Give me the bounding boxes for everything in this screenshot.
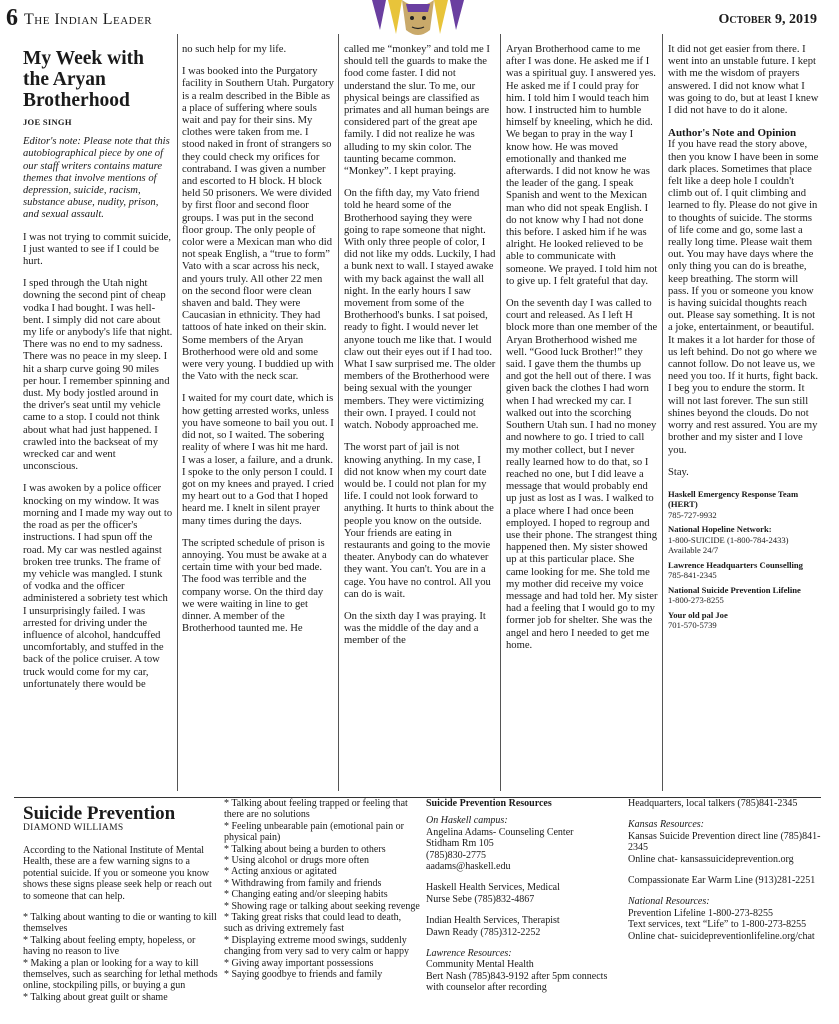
prevention-column-3 — [426, 798, 622, 1022]
column-divider — [662, 34, 663, 791]
resource-detail: 785-727-9932 — [668, 509, 717, 520]
section-title: Suicide Prevention — [23, 803, 176, 824]
resource-detail: Prevention Lifeline 1-800-273-8255 Text services, text “Life” to 1-800-273-8255 Online chat- suicidepreventionlifeline.org/chat — [628, 907, 815, 942]
resource-detail: Compassionate Ear Warm Line (913)281-2251 — [628, 875, 816, 887]
paragraph: The scripted schedule of prison is annoying. You must be awake at a certain time with your bed made. The food was terrible and the company worse. On the third day we were waiting in line to get dinner. A member of the Brotherhood taunted me. He — [182, 537, 327, 635]
resource-name: Lawrence Headquarters Counselling — [668, 559, 803, 570]
prevention-column-4 — [628, 798, 822, 1022]
author-note: If you have read the story above, then you know I have been in some dark places. Sometimes that place felt like a deep hole I couldn't climb out of. I quit climbing and learned to fly. Please do not give in to thoughts of suicide. The storms of life come and go, some last a really long time. Please wait them out. You may have days where the only thing you can do is breathe, keep breathing. The storm will pass. If you or someone you know is having suicidal thoughts reach out. Please say something. It is not a joke, entertainment, or beautiful. It makes it a lot harder for those of us left behind. Do not go where we cannot follow. Do not leave us, we need you too. If it hurts, fight back. I beg you to endure the storm. It will not last forever. The sun still shines beyond the clouds. Do not worry and rest assured. You are my brother and my sister and I love you. — [668, 139, 819, 456]
article-column-2 — [182, 44, 334, 796]
article-column-1 — [23, 44, 173, 796]
column-divider — [177, 34, 178, 791]
column-divider — [500, 34, 501, 791]
paragraph: I was awoken by a police officer knocking on my window. It was morning and I made my way out to the road as per the officer's instructions. I had spun off the road. My car was nestled against broken tree trunks. The frame of my vehicle was mangled. I stunk of vodka and the officer administered a sobriety test which I unsurprisingly failed. I was arrested for driving under the influence of alcohol, handcuffed uncomfortably, and stuffed in the back of the police cruiser. A tow truck would come for my car, unfortunately there would be — [23, 483, 173, 690]
resource-detail: 701-570-5739 — [668, 620, 717, 631]
paragraph: Aryan Brotherhood came to me after I was done. He asked me if I was a spiritual guy. I answered yes. He asked me if I could pray for him. I told him I would teach him how. I instructed him to humble himself by kneeling, which he did. We began to pray in the way I know how. He was moved emotionally and thanked me afterwards. I did not know he was the leader of the gang. I speak Spanish and went to the Mexican man who did not speak English. I do not know why I had not done this before. I asked him if he was alright. He looked relieved to be able to communicate with someone. We prayed. I told him not to give up. I felt grateful that day. — [506, 44, 658, 287]
section-byline: DIAMOND WILLIAMS — [23, 823, 124, 833]
paragraph: no such help for my life. — [182, 44, 287, 55]
paragraph: I waited for my court date, which is how getting arrested works, unless you have someone to bail you out. I did not, so I waited. The sobering reality of where I was hit me hard. I was a loser, a failure, and a drunk. I spoke to the only person I could. I got on my knees and prayed. I cried my heart out to a God that I hoped heard me. I knelt in silent prayer many times during the days. — [182, 393, 334, 527]
resource-label: National Resources: — [628, 896, 710, 908]
stay-text: Stay. — [668, 466, 689, 478]
resource-detail: Kansas Suicide Prevention direct line (785)841-2345 Online chat- kansassuicideprevention.org — [628, 830, 821, 865]
editor-note: Editor's note: Please note that this autobiographical piece by one of our staff writers contains mature themes that involve mentions of depression, suicide, racism, substance abuse, nudity, prison, and sexual assault. — [23, 136, 170, 221]
paragraph: I was booked into the Purgatory facility in Southern Utah. Purgatory is a realm described in the Bible as a place of suffering where souls wait and pay for their sins. My clothes were taken from me. I stood naked in front of strangers so they could check my orifices for contraband. I was given a number and escorted to H block. H block held 50 prisoners. We were divided by first floor and second floor groups. I was put in the second floor group. The only people of color were a Mexican man who did not speak English, a “true to form” Vato with a scar across his neck, and yours truly. All other 22 men on the second floor were clean shaven and bald. They were Caucasian in ethnicity. They had tattoos of hate inked on their skin. Some members of the Aryan Brotherhood were old and some were very young. I buddied up with the Vato with the neck scar. — [182, 66, 334, 383]
resource-name: National Suicide Prevention Lifeline — [668, 584, 801, 595]
paragraph: According to the National Institute of Mental Health, these are a few warning signs to a potential suicide. If you or someone you know shows these signs please seek help or reach out to someone that can help. — [23, 845, 212, 902]
paragraph: It did not get easier from there. I went into an unstable future. I kept with me the wisdom of prayers answered. I did not know what I was going to do, but at least I knew I did not have to do it alone. — [668, 44, 819, 117]
paragraph: I sped through the Utah night downing the second pint of cheap vodka I had bought. I was hell-bent. I simply did not care about my life or anybody's life that night. There was no end to my sadness. There was no peace in my sleep. I hit a sharp curve going 90 miles per hour. I remember spinning and dust. My body jostled around in the driver's seat until my vehicle came to a stop. I could not think about what had just happened. I crawled into the backseat of my wrecked car and went unconscious. — [23, 278, 173, 473]
resource-name: Your old pal Joe — [668, 609, 728, 620]
article-byline: JOE SINGH — [23, 117, 72, 127]
page-number: 6 — [6, 5, 18, 31]
article-column-4 — [506, 44, 658, 796]
resource-detail: 785-841-2345 — [668, 570, 717, 581]
resources-title: Suicide Prevention Resources — [426, 798, 552, 809]
resource-detail: Haskell Health Services, Medical Nurse Sebe (785)832-4867 — [426, 882, 560, 905]
resource-label: On Haskell campus: — [426, 815, 508, 827]
resource-name: National Hopeline Network: — [668, 524, 772, 535]
resource-list — [668, 489, 820, 631]
resource-detail: 1-800-SUICIDE (1-800-784-2433) Available 24/7 — [668, 534, 789, 556]
paragraph: The worst part of jail is not knowing anything. In my case, I did not know when my court date would be. I could not plan for my life. I could not look forward to anything. It hurts to think about the people you know on the outside. Your friends are eating in restaurants and going to the movie theater. Anybody can do whatever they want. You can't. You are in a cage. You have no control. All you can do is wait. — [344, 442, 494, 600]
resource-name: Haskell Emergency Response Team (HERT) — [668, 488, 799, 510]
paragraph: I was not trying to commit suicide, I just wanted to see if I could be hurt. — [23, 231, 171, 268]
column-divider — [338, 34, 339, 791]
paragraph: On the sixth day I was praying. It was the middle of the day and a member of the — [344, 610, 486, 647]
resource-label: Kansas Resources: — [628, 819, 705, 831]
issue-date: October 9, 2019 — [718, 12, 817, 27]
resource-label: Lawrence Resources: — [426, 948, 512, 960]
resource-detail: Angelina Adams- Counseling Center Stidham Rm 105 (785)830-2775 aadams@haskell.edu — [426, 826, 574, 873]
paragraph: On the fifth day, my Vato friend told he heard some of the Brotherhood saying they were going to rape someone that night. With only three people of color, I did not like my odds. Luckily, I had a bunk next to wall. I stayed awake with my back against the wall all night. In the early hours I saw movement from some of the Brotherhood's bunks. I sat poised, ready to fight. I would never let anyone touch me like that. I would claw out their eyes out if I had too. What I saw surprised me. The older members of the Brotherhood were being sexual with the younger members. They were victimizing their own. I prayed. I could not watch. Nobody approached me. — [344, 188, 496, 432]
paragraph: called me “monkey” and told me I should tell the guards to make the food come faster. I did not understand the slur. To me, our physical beings are classified as primates and all human beings are considered part of the great ape family. I did not realize he was alluding to my skin color. The taunting became common. “Monkey”. I kept praying. — [344, 44, 490, 178]
warning-signs-list: * Talking about wanting to die or wanting to kill themselves * Talking about feeling empty, hopeless, or having no reason to live * Making a plan or looking for a way to kill themselves, such as searching for lethal methods online, stockpiling pills, or buying a gun * Talking about great guilt or shame — [23, 912, 218, 1003]
resource-detail: Headquarters, local talkers (785)841-2345 — [628, 798, 798, 809]
prevention-column-2 — [224, 798, 420, 1022]
article-column-3 — [344, 44, 496, 796]
indian-head-logo-icon — [366, 0, 470, 38]
publication-name: The Indian Leader — [24, 11, 153, 28]
resource-detail: 1-800-273-8255 — [668, 595, 724, 606]
prevention-column-1 — [23, 845, 219, 1021]
paragraph: On the seventh day I was called to court and released. As I left H block more than one member of the Aryan Brotherhood wished me well. “Good luck Brother!” they said. I gave them the thumbs up and got the hell out of there. I was given back the clothes I had worn when I had wrecked my car. I walked out into the scorching Southern Utah sun. I had no money and nowhere to go. I tried to call my mother collect, but I never really learned how to do that, so I reached no one, but I did leave a message that would probably end up just as lost as I was. I walked to a place where I had once been employed. I hoped to regroup and use their phone. The strangest thing happened then. My sister showed up at this particular place. She came looking for me. She told me my mother did receive my voice message and had told her. My sister had a feeling that I would go to my former job for shelter. She was the angel and hero I needed to get me home. — [506, 298, 658, 651]
resource-detail: Indian Health Services, Therapist Dawn Ready (785)312-2252 — [426, 915, 560, 938]
author-note-title: Author's Note and Opinion — [668, 127, 797, 140]
article-column-5 — [668, 44, 820, 796]
article-title: My Week with the Aryan Brotherhood — [23, 48, 144, 111]
warning-signs-list: * Talking about feeling trapped or feeling that there are no solutions * Feeling unbearable pain (emotional pain or physical pain) * Talking about being a burden to others * Using alcohol or drugs more often * Acting anxious or agitated * Withdrawing from family and friends * Changing eating and/or sleeping habits * Showing rage or talking about seeking revenge * Taking great risks that could lead to death, such as driving extremely fast * Displaying extreme mood swings, suddenly changing from very sad to very calm or happy * Giving away important possessions * Saying goodbye to friends and family — [224, 798, 420, 981]
resource-detail: Community Mental Health Bert Nash (785)843-9192 after 5pm connects with counselor after recording — [426, 959, 608, 994]
